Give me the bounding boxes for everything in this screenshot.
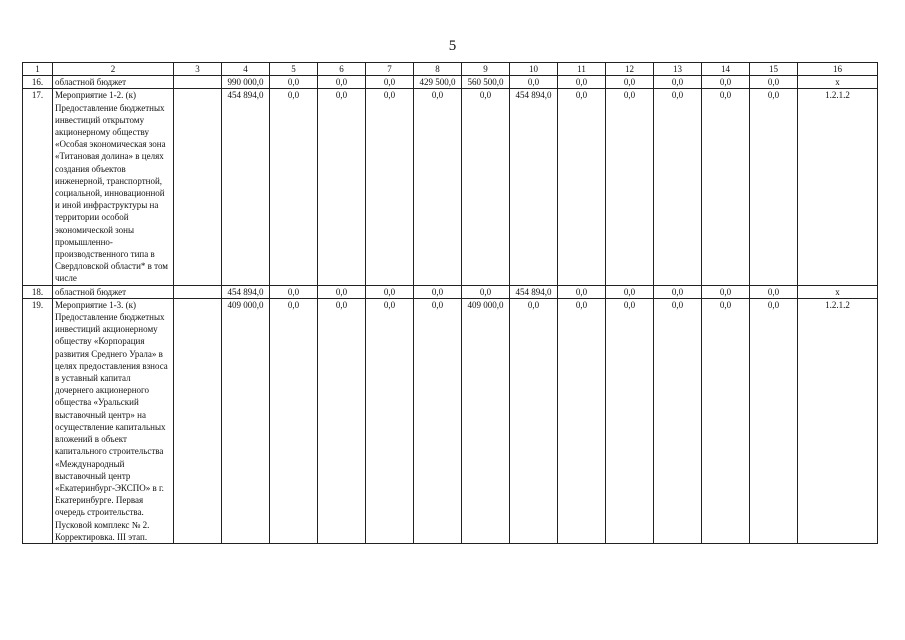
row-number: 17.	[23, 89, 53, 285]
table-cell: 560 500,0	[462, 76, 510, 89]
table-row	[23, 76, 878, 89]
table-cell: 0,0	[414, 298, 462, 543]
table-cell: 454 894,0	[510, 89, 558, 285]
column-header: 2	[53, 63, 174, 76]
column-header: 1	[23, 63, 53, 76]
target-code: x	[798, 76, 878, 89]
table-cell: 0,0	[702, 298, 750, 543]
table-cell: 0,0	[558, 285, 606, 298]
budget-table	[22, 62, 878, 544]
table-cell: 0,0	[654, 285, 702, 298]
table-row	[23, 89, 878, 285]
table-cell: 0,0	[750, 89, 798, 285]
table-cell: 0,0	[654, 89, 702, 285]
table-cell: 0,0	[270, 285, 318, 298]
table-cell: 0,0	[462, 89, 510, 285]
table-cell: 0,0	[606, 298, 654, 543]
table-cell: 429 500,0	[414, 76, 462, 89]
column-header: 11	[558, 63, 606, 76]
column-header: 10	[510, 63, 558, 76]
table-cell: 0,0	[750, 285, 798, 298]
table-cell: 0,0	[702, 76, 750, 89]
target-code: 1.2.1.2	[798, 89, 878, 285]
table-cell: 0,0	[606, 285, 654, 298]
table-cell	[174, 298, 222, 543]
table-cell: 0,0	[318, 76, 366, 89]
table-row	[23, 298, 878, 543]
table-cell: 454 894,0	[222, 285, 270, 298]
table-cell: 0,0	[750, 298, 798, 543]
table-cell: 0,0	[366, 298, 414, 543]
table-cell: 0,0	[270, 89, 318, 285]
row-number: 19.	[23, 298, 53, 543]
row-number: 18.	[23, 285, 53, 298]
target-code: 1.2.1.2	[798, 298, 878, 543]
table-cell: 0,0	[654, 298, 702, 543]
table-cell: 0,0	[510, 298, 558, 543]
column-header: 7	[366, 63, 414, 76]
table-cell: 454 894,0	[222, 89, 270, 285]
table-cell: 0,0	[558, 298, 606, 543]
column-header: 14	[702, 63, 750, 76]
column-header: 12	[606, 63, 654, 76]
row-description: областной бюджет	[53, 76, 174, 89]
row-description: Мероприятие 1-3. (к) Предоставление бюджетных инвестиций акционерному обществу «Корпорация развития Среднего Урала» в целях предоставления взноса в уставный капитал дочернего акционерного общества «Уральский выставочный центр» на осуществление капитальных вложений в объект капитального строительства «Международный выставочный центр «Екатеринбург-ЭКСПО» в г. Екатеринбурге. Первая очередь строительства. Пусковой комплекс № 2. Корректировка. III этап.	[53, 298, 174, 543]
table-cell	[174, 76, 222, 89]
table-cell: 0,0	[510, 76, 558, 89]
table-cell: 0,0	[702, 89, 750, 285]
column-header: 3	[174, 63, 222, 76]
table-cell: 0,0	[414, 285, 462, 298]
table-cell: 0,0	[318, 285, 366, 298]
column-header: 15	[750, 63, 798, 76]
table-cell: 0,0	[318, 298, 366, 543]
table-cell: 0,0	[702, 285, 750, 298]
table-cell: 454 894,0	[510, 285, 558, 298]
table-cell: 0,0	[366, 285, 414, 298]
table-cell: 0,0	[414, 89, 462, 285]
column-header: 5	[270, 63, 318, 76]
column-header: 8	[414, 63, 462, 76]
table-cell: 0,0	[750, 76, 798, 89]
table-cell: 0,0	[558, 89, 606, 285]
column-header: 4	[222, 63, 270, 76]
row-number: 16.	[23, 76, 53, 89]
column-header: 13	[654, 63, 702, 76]
table-row	[23, 285, 878, 298]
table-cell: 0,0	[462, 285, 510, 298]
table-cell: 0,0	[654, 76, 702, 89]
table-cell: 409 000,0	[222, 298, 270, 543]
table-cell	[174, 285, 222, 298]
table-cell: 990 000,0	[222, 76, 270, 89]
table-cell: 0,0	[318, 89, 366, 285]
table-cell: 409 000,0	[462, 298, 510, 543]
column-header: 6	[318, 63, 366, 76]
table-cell: 0,0	[366, 76, 414, 89]
table-cell: 0,0	[558, 76, 606, 89]
column-header: 16	[798, 63, 878, 76]
table-cell: 0,0	[270, 298, 318, 543]
target-code: x	[798, 285, 878, 298]
table-cell: 0,0	[606, 76, 654, 89]
table-cell: 0,0	[606, 89, 654, 285]
page-number: 5	[448, 38, 457, 54]
table-cell: 0,0	[270, 76, 318, 89]
header-row	[23, 63, 878, 76]
table-cell: 0,0	[366, 89, 414, 285]
row-description: областной бюджет	[53, 285, 174, 298]
table-cell	[174, 89, 222, 285]
row-description: Мероприятие 1-2. (к) Предоставление бюджетных инвестиций открытому акционерному обществу «Особая экономическая зона «Титановая долина» в целях создания объектов инженерной, транспортной, социальной, инновационной и иной инфраструктуры на территории особой экономической зоны промышленно-производственного типа в Свердловской области* в том числе	[53, 89, 174, 285]
column-header: 9	[462, 63, 510, 76]
